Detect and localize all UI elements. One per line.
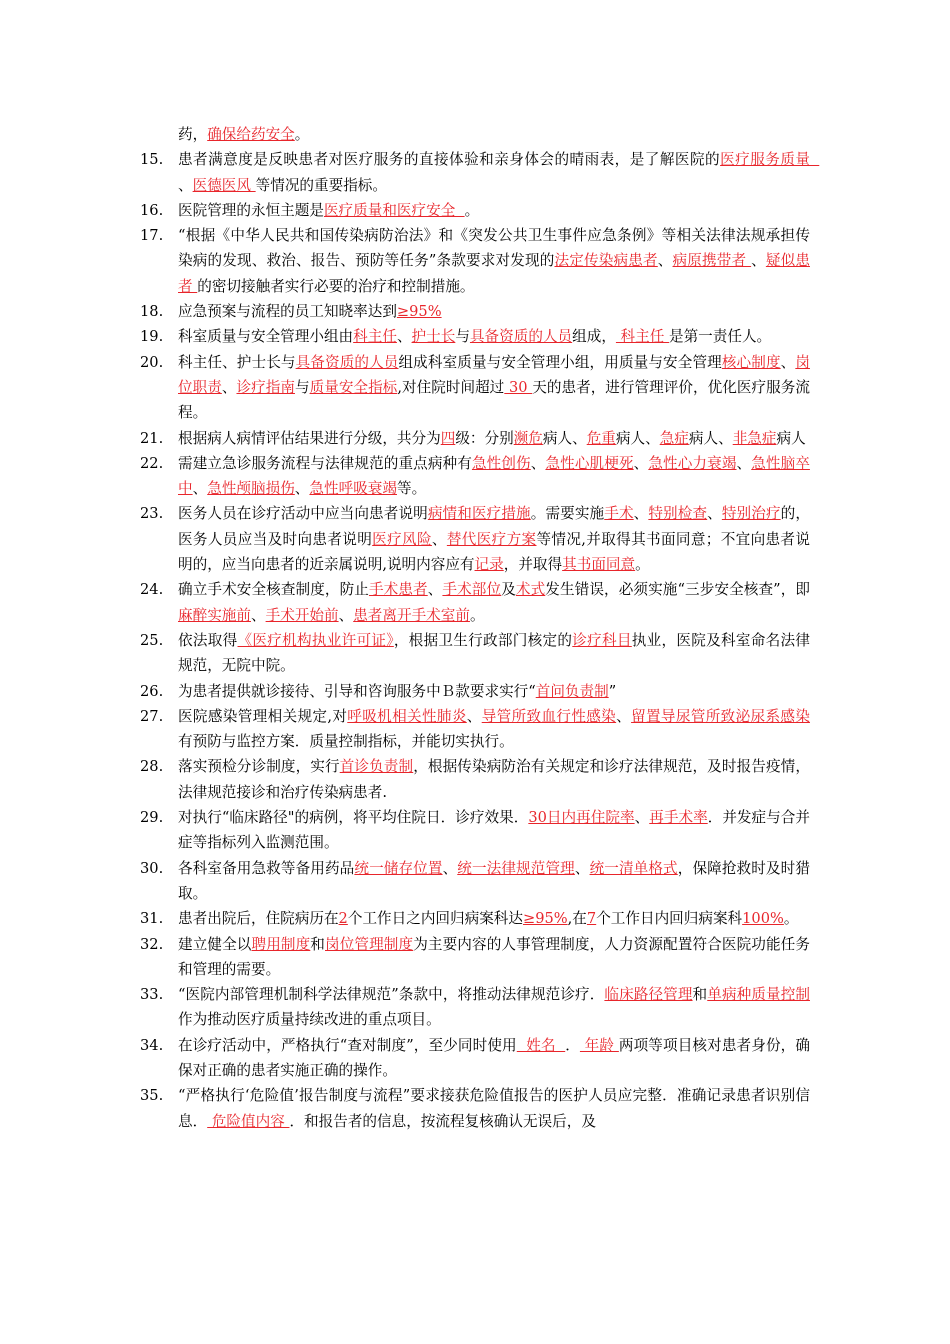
item-text bbox=[178, 932, 810, 983]
question-text: 、 bbox=[657, 252, 673, 270]
answer-text: 具备资质的人员 bbox=[295, 353, 399, 371]
question-text: 执业，医院及科室命名法律规范，无院中院。 bbox=[178, 631, 810, 675]
question-text: 患者满意度是反映患者对医疗服务的直接体验和亲身体会的晴雨表，是了解医院的 bbox=[178, 151, 721, 169]
question-text: 为患者提供就诊接待、引导和咨询服务中Ｂ款要求实行“ bbox=[178, 682, 536, 700]
question-text: ，并取得 bbox=[503, 556, 563, 574]
item-text bbox=[178, 805, 810, 856]
item-number: 35. bbox=[140, 1087, 164, 1105]
item-text bbox=[178, 1033, 810, 1084]
question-text: ，保障抢救时及时猎取。 bbox=[178, 859, 810, 902]
question-text: 、 bbox=[427, 581, 443, 599]
answer-text: 急性呼吸衰竭 bbox=[309, 480, 397, 498]
answer-text: 医疗服务质量 bbox=[720, 151, 820, 169]
list-item bbox=[140, 350, 810, 426]
answer-text: 非急症 bbox=[732, 429, 777, 447]
question-text: “严格执行‘危险值’报告制度与流程”要求接获危险值报告的医护人员应完整．准确记录患者识别信息． bbox=[178, 1087, 810, 1130]
item-number: 34. bbox=[140, 1036, 164, 1054]
answer-text: 危险值内容 bbox=[207, 1112, 290, 1130]
answer-text: 具备资质的人员 bbox=[469, 328, 573, 346]
question-text: 等。 bbox=[396, 480, 427, 498]
item-number: 30. bbox=[140, 859, 164, 877]
question-text: 、 bbox=[466, 707, 482, 725]
answer-text: 急症 bbox=[659, 429, 689, 447]
question-text: 、 bbox=[634, 809, 650, 827]
list-item bbox=[140, 754, 810, 805]
question-text: 患者出院后，住院病历在 bbox=[178, 910, 339, 928]
answer-text: 岗位管理制度 bbox=[325, 935, 414, 953]
item-text bbox=[178, 704, 810, 755]
item-number: 20. bbox=[140, 353, 164, 371]
answer-text: 科主任 bbox=[353, 328, 397, 346]
item-number: 33. bbox=[140, 986, 164, 1004]
question-text: 病人、 bbox=[542, 429, 587, 447]
item-number: 32. bbox=[140, 935, 164, 953]
question-text: 发生错误，必须实施“三步安全核查”，即 bbox=[545, 581, 810, 599]
answer-text: 特别治疗 bbox=[721, 505, 781, 523]
item-number: 31. bbox=[140, 910, 164, 928]
answer-text: 手术患者 bbox=[368, 581, 428, 599]
question-text: 在诊疗活动中，严格执行“查对制度”，至少同时使用 bbox=[178, 1036, 517, 1054]
answer-text: 30 bbox=[504, 378, 533, 396]
question-text: 各科室备用急救等备用药品 bbox=[178, 859, 355, 877]
list-item bbox=[140, 856, 810, 907]
answer-text: 再手术率 bbox=[649, 809, 708, 827]
item-text bbox=[178, 122, 810, 147]
question-text: ，根据卫生行政部门核定的 bbox=[393, 631, 573, 649]
answer-text: 记录 bbox=[474, 556, 504, 574]
answer-text: 疑似患者 bbox=[178, 252, 810, 295]
question-text: ．并发症与合并症等指标列入监测范围。 bbox=[178, 809, 810, 852]
item-number: 29. bbox=[140, 809, 164, 827]
question-text: 确立手术安全核查制度，防止 bbox=[178, 581, 369, 599]
question-text: 医院管理的永恒主题是 bbox=[178, 201, 324, 219]
question-text: 、 bbox=[616, 707, 632, 725]
question-text: ” bbox=[608, 682, 617, 700]
question-text: 与 bbox=[455, 328, 470, 346]
question-text: 作为推动医疗质量持续改进的重点项目。 bbox=[178, 1011, 441, 1029]
question-text: 为主要内容的人事管理制度，人力资源配置符合医院功能任务和管理的需要。 bbox=[178, 935, 810, 978]
list-item bbox=[140, 198, 810, 223]
list-item bbox=[140, 223, 810, 299]
answer-text: 急性颅脑损伤 bbox=[207, 480, 295, 498]
question-text: 、 bbox=[338, 606, 354, 624]
question-text: ． bbox=[565, 1036, 580, 1054]
answer-text: 急性心力衰竭 bbox=[648, 454, 737, 472]
answer-text: 其书面同意 bbox=[562, 556, 636, 574]
question-text: 建立健全以 bbox=[178, 935, 252, 953]
item-number: 23. bbox=[140, 505, 164, 523]
answer-text: 手术 bbox=[604, 505, 634, 523]
answer-text: 诊疗科目 bbox=[572, 631, 632, 649]
answer-text: 统一储存位置 bbox=[354, 859, 443, 877]
answer-text: 病原携带者 bbox=[672, 252, 752, 270]
answer-text: 30日内再住院率 bbox=[528, 809, 635, 827]
question-text: 、 bbox=[442, 859, 458, 877]
list-item bbox=[140, 805, 810, 856]
question-text: 、 bbox=[294, 480, 310, 498]
item-number: 24. bbox=[140, 581, 164, 599]
answer-text: 替代医疗方案 bbox=[446, 530, 537, 548]
item-text bbox=[178, 628, 810, 679]
list-item bbox=[140, 932, 810, 983]
question-text: 、 bbox=[431, 530, 447, 548]
question-text: 。 bbox=[635, 556, 650, 574]
item-text bbox=[178, 856, 810, 907]
answer-text: ≥95% bbox=[396, 303, 442, 321]
list-item bbox=[140, 628, 810, 679]
list-item bbox=[140, 147, 820, 198]
question-text: 病人、 bbox=[615, 429, 660, 447]
question-text: 是第一责任人。 bbox=[668, 328, 772, 346]
question-text: 、 bbox=[530, 454, 546, 472]
item-number: 15. bbox=[140, 151, 164, 169]
answer-text: 急性创伤 bbox=[471, 454, 531, 472]
answer-text: 手术开始前 bbox=[265, 606, 339, 624]
question-text: 组成， bbox=[572, 328, 616, 346]
answer-text: 首问负责制 bbox=[535, 682, 609, 700]
answer-text: 7 bbox=[586, 910, 597, 928]
item-text bbox=[178, 426, 810, 451]
document-body bbox=[140, 122, 820, 1134]
question-text: 、 bbox=[574, 859, 590, 877]
answer-text: 聘用制度 bbox=[251, 935, 311, 953]
item-text bbox=[178, 350, 810, 426]
list-item bbox=[140, 577, 810, 628]
question-text: 有预防与监控方案．质量控制指标，并能切实执行。 bbox=[178, 733, 514, 751]
question-text: 。 bbox=[464, 201, 480, 219]
list-item bbox=[140, 501, 810, 577]
question-text: 的，医务人员应当及时向患者说明 bbox=[178, 505, 810, 548]
question-text: 、 bbox=[178, 176, 193, 194]
question-text: 需建立急诊服务流程与法律规范的重点病种有 bbox=[178, 454, 472, 472]
item-number: 19. bbox=[140, 328, 164, 346]
question-text: 组成科室质量与安全管理小组，用质量与安全管理 bbox=[398, 353, 722, 371]
answer-text: 首诊负责制 bbox=[339, 758, 414, 776]
answer-text: ≥95% bbox=[522, 910, 568, 928]
answer-text: 手术部位 bbox=[442, 581, 502, 599]
answer-text: 麻醉实施前 bbox=[178, 606, 251, 624]
question-text: 。需要实施 bbox=[530, 505, 605, 523]
question-text: 和 bbox=[692, 986, 708, 1004]
question-text: “医院内部管理机制科学法律规范”条款中，将推动法律规范诊疗． bbox=[178, 986, 605, 1004]
item-text bbox=[178, 223, 810, 299]
item-number: 17. bbox=[140, 227, 164, 245]
question-text: 的密切接触者实行必要的治疗和控制措施。 bbox=[197, 277, 475, 295]
question-text: 两项等项目核对患者身份，确保对正确的患者实施正确的操作。 bbox=[178, 1036, 810, 1079]
answer-text: 特别检查 bbox=[648, 505, 708, 523]
answer-text: 100% bbox=[742, 910, 784, 928]
answer-text: 四 bbox=[440, 429, 456, 447]
answer-text: 核心制度 bbox=[721, 353, 781, 371]
answer-text: 医疗质量和医疗安全 bbox=[323, 201, 465, 219]
item-text bbox=[178, 324, 810, 349]
list-item bbox=[140, 679, 810, 704]
question-text: 应急预案与流程的员工知晓率达到 bbox=[178, 303, 397, 321]
answer-text: 临床路径管理 bbox=[604, 986, 693, 1004]
answer-text: 确保给药安全 bbox=[207, 126, 295, 143]
item-number: 28. bbox=[140, 758, 164, 776]
answer-text: 护士长 bbox=[411, 328, 456, 346]
item-number: 16. bbox=[140, 201, 164, 219]
question-text: ,在 bbox=[567, 910, 587, 928]
item-text bbox=[178, 147, 820, 198]
question-text: “根据《中华人民共和国传染病防治法》和《突发公共卫生事件应急条例》等相关法律法规承担传染病的发现、救治、报告、预防等任务”条款要求对发现的 bbox=[178, 227, 810, 270]
question-text: 对执行“临床路径"的病例，将平均住院日．诊疗效果． bbox=[178, 809, 529, 827]
item-number: 27. bbox=[140, 707, 164, 725]
question-text: 病人、 bbox=[688, 429, 733, 447]
question-text: 个工作日之内回归病案科达 bbox=[347, 910, 523, 928]
answer-text: 质量安全指标 bbox=[309, 378, 398, 396]
list-item bbox=[140, 704, 810, 755]
answer-text: 病情和医疗措施 bbox=[427, 505, 531, 523]
question-text: 。 bbox=[783, 910, 799, 928]
answer-text: 单病种质量控制 bbox=[707, 986, 810, 1004]
item-number: 21. bbox=[140, 429, 164, 447]
item-text bbox=[178, 679, 810, 704]
list-item bbox=[140, 982, 810, 1033]
item-text bbox=[178, 299, 810, 324]
list-item bbox=[140, 122, 810, 147]
question-text: 、 bbox=[751, 252, 766, 270]
question-text: 落实预检分诊制度，实行 bbox=[178, 758, 340, 776]
list-item bbox=[140, 426, 810, 451]
question-text: 、 bbox=[250, 606, 266, 624]
question-text: 药， bbox=[178, 126, 208, 143]
question-text: 个工作日内回归病案科 bbox=[596, 910, 743, 928]
question-text: 和 bbox=[310, 935, 325, 953]
question-text: 与 bbox=[294, 378, 310, 396]
answer-text: 诊疗指南 bbox=[236, 378, 295, 396]
item-text bbox=[178, 906, 810, 931]
item-text bbox=[178, 501, 810, 577]
item-text bbox=[178, 1083, 810, 1134]
question-text: 等情况,并取得其书面同意；不宜向患者说明的，应当向患者的近亲属说明,说明内容应有 bbox=[178, 530, 810, 574]
question-text: 依法取得 bbox=[178, 631, 238, 649]
list-item bbox=[140, 1033, 810, 1084]
answer-text: 岗位职责 bbox=[178, 353, 810, 396]
answer-text: 濒危 bbox=[513, 429, 543, 447]
list-item bbox=[140, 299, 810, 324]
answer-text: 科主任 bbox=[615, 328, 669, 346]
question-text: 、 bbox=[707, 505, 722, 523]
item-number: 18. bbox=[140, 303, 164, 321]
item-text bbox=[178, 577, 810, 628]
question-text: 、 bbox=[396, 328, 412, 346]
question-text: 、 bbox=[780, 353, 796, 371]
question-text: ，根据传染病防治有关规定和诊疗法律规范，及时报告疫情，法律规范接诊和治疗传染病患者. bbox=[178, 758, 810, 801]
answer-text: 姓名 bbox=[516, 1036, 566, 1054]
question-text: 天的患者，进行管理评价，优化医疗服务流程。 bbox=[178, 378, 810, 422]
question-text: ．和报告者的信息，按流程复核确认无误后，及 bbox=[289, 1112, 596, 1130]
answer-text: 术式 bbox=[515, 581, 546, 599]
list-item bbox=[140, 906, 810, 931]
question-text: 科室质量与安全管理小组由 bbox=[178, 328, 354, 346]
list-item bbox=[140, 1083, 810, 1134]
answer-text: 患者离开手术室前 bbox=[353, 606, 470, 624]
answer-text: 呼吸机相关性肺炎 bbox=[347, 707, 467, 725]
question-text: 病人 bbox=[776, 429, 806, 447]
question-text: 、 bbox=[736, 454, 752, 472]
list-item bbox=[140, 324, 810, 349]
item-number: 22. bbox=[140, 454, 164, 472]
item-text bbox=[178, 451, 810, 502]
question-text: 等情况的重要指标。 bbox=[255, 176, 387, 194]
answer-text: 法定传染病患者 bbox=[554, 252, 658, 270]
answer-text: 急性脑卒中 bbox=[178, 454, 810, 498]
answer-text: 年龄 bbox=[579, 1036, 619, 1054]
answer-text: 医疗风险 bbox=[372, 530, 432, 548]
item-number: 26. bbox=[140, 682, 164, 700]
question-text: 、 bbox=[221, 378, 237, 396]
question-text: 医院感染管理相关规定,对 bbox=[178, 707, 348, 725]
item-text bbox=[178, 754, 810, 805]
answer-text: 统一清单格式 bbox=[589, 859, 678, 877]
question-text: 、 bbox=[633, 505, 649, 523]
question-text: 根据病人病情评估结果进行分级，共分为 bbox=[178, 429, 441, 447]
answer-text: 导管所致血行性感染 bbox=[481, 707, 617, 725]
answer-text: 急性心肌梗死 bbox=[545, 454, 634, 472]
item-text bbox=[178, 198, 810, 223]
question-text: 、 bbox=[633, 454, 649, 472]
answer-text: 留置导尿管所致泌尿系感染 bbox=[631, 707, 810, 725]
item-number: 25. bbox=[140, 631, 164, 649]
question-text: 。 bbox=[469, 606, 485, 624]
question-text: 医务人员在诊疗活动中应当向患者说明 bbox=[178, 505, 428, 523]
answer-text: 《医疗机构执业许可证》 bbox=[237, 631, 394, 649]
question-text: 级：分别 bbox=[455, 429, 514, 447]
answer-text: 危重 bbox=[586, 429, 616, 447]
question-text: 。 bbox=[294, 126, 310, 143]
question-text: 及 bbox=[501, 581, 516, 599]
answer-text: 统一法律规范管理 bbox=[457, 859, 575, 877]
item-text bbox=[178, 982, 810, 1033]
question-text: 、 bbox=[192, 480, 208, 498]
list-item bbox=[140, 451, 810, 502]
answer-text: 医德医风 bbox=[192, 176, 256, 194]
question-text: ,对住院时间超过 bbox=[397, 378, 505, 396]
question-text: 科主任、护士长与 bbox=[178, 353, 296, 371]
answer-text: 2 bbox=[338, 910, 348, 928]
